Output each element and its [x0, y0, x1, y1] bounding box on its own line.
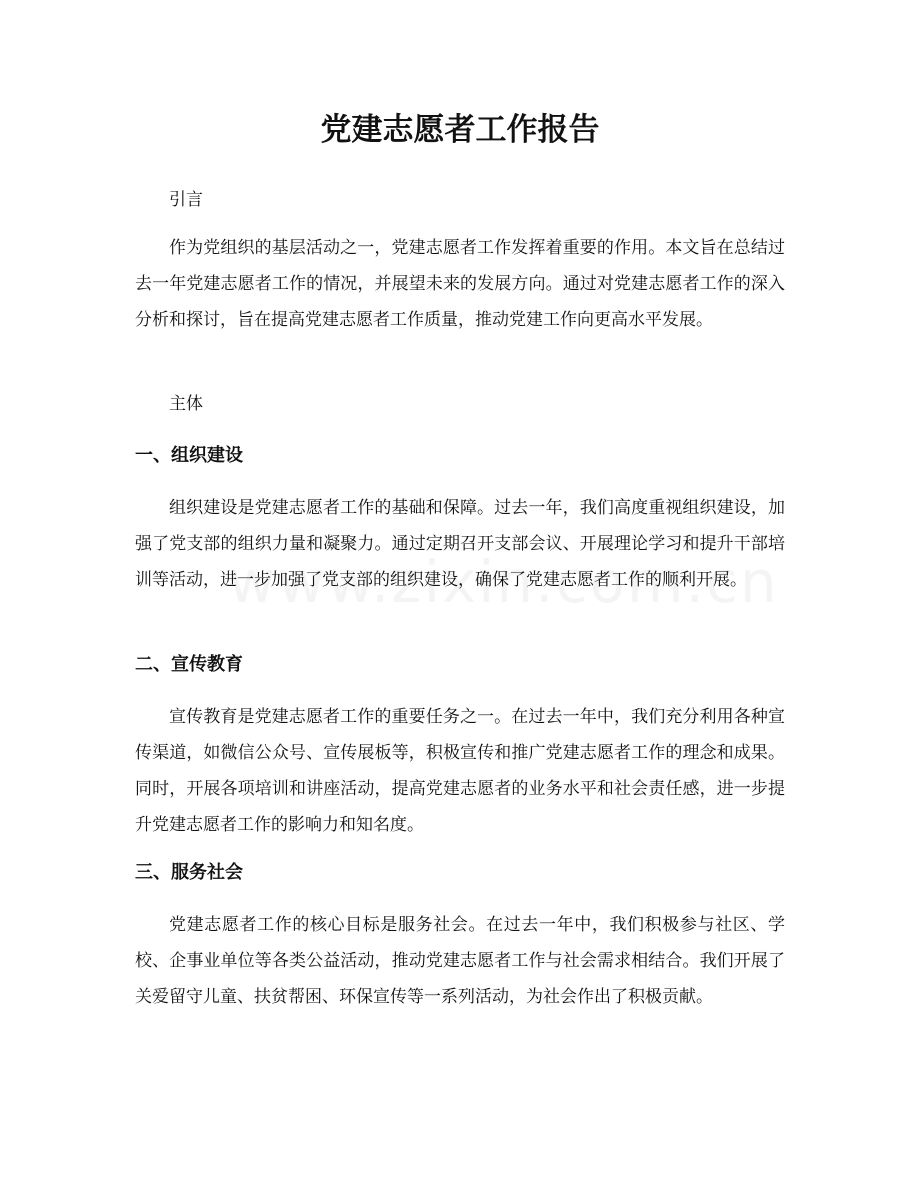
section-paragraph-service: 党建志愿者工作的核心目标是服务社会。在过去一年中，我们积极参与社区、学校、企事业单位等各类公益活动，推动党建志愿者工作与社会需求相结合。我们开展了关爱留守儿童、扶贫帮困、环保宣传等一系列活动，为社会作出了积极贡献。: [135, 915, 785, 1007]
document-title: 党建志愿者工作报告: [320, 112, 600, 148]
body-label: 主体: [169, 394, 203, 414]
intro-label: 引言: [169, 190, 203, 210]
intro-paragraph: 作为党组织的基层活动之一，党建志愿者工作发挥着重要的作用。本文旨在总结过去一年党建志愿者工作的情况，并展望未来的发展方向。通过对党建志愿者工作的深入分析和探讨，旨在提高党建志愿者工作质量，推动党建工作向更高水平发展。: [135, 238, 785, 330]
section-heading-service: 三、服务社会: [135, 862, 243, 883]
section-heading-organization: 一、组织建设: [135, 445, 243, 466]
section-heading-publicity: 二、宣传教育: [135, 654, 243, 675]
section-paragraph-publicity: 宣传教育是党建志愿者工作的重要任务之一。在过去一年中，我们充分利用各种宣传渠道，如微信公众号、宣传展板等，积极宣传和推广党建志愿者工作的理念和成果。同时，开展各项培训和讲座活动，提高党建志愿者的业务水平和社会责任感，进一步提升党建志愿者工作的影响力和知名度。: [135, 707, 785, 835]
section-paragraph-organization: 组织建设是党建志愿者工作的基础和保障。过去一年，我们高度重视组织建设，加强了党支部的组织力量和凝聚力。通过定期召开支部会议、开展理论学习和提升干部培训等活动，进一步加强了党支部的组织建设，确保了党建志愿者工作的顺利开展。: [135, 498, 785, 590]
